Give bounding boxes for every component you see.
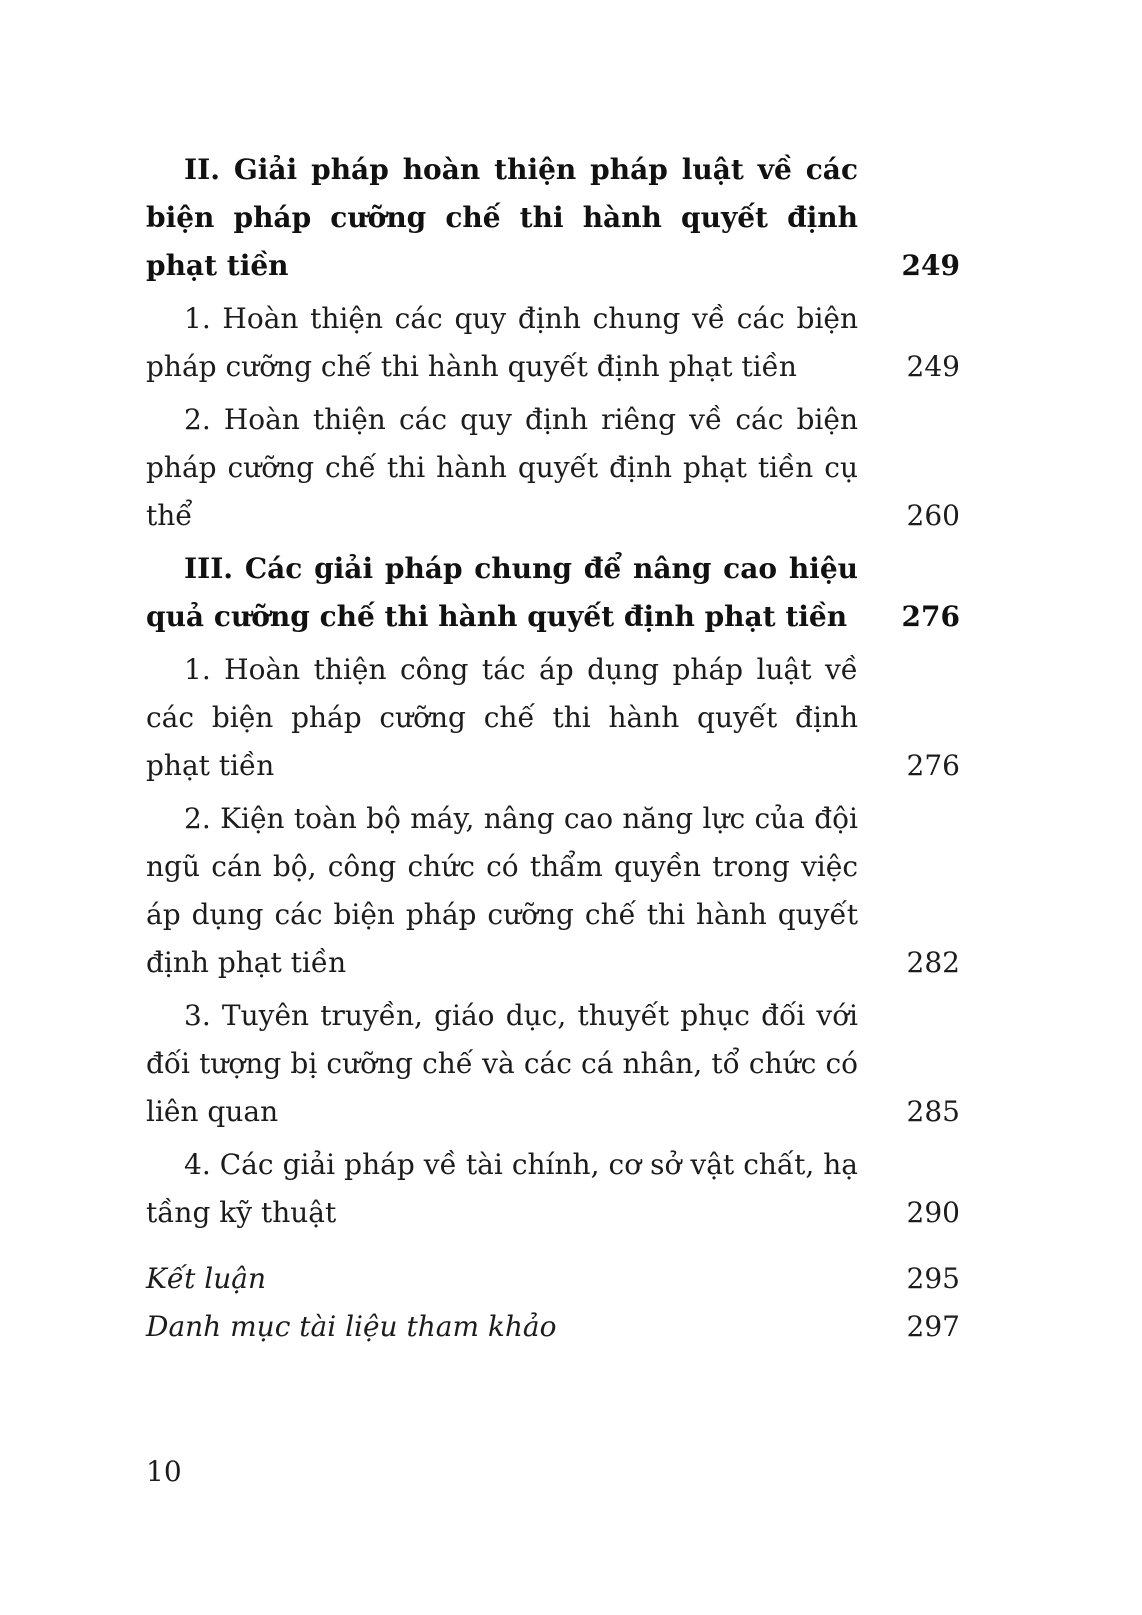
toc-entry — [146, 396, 960, 540]
toc-entry-pagenum: 285 — [906, 1095, 960, 1128]
toc-entry-title: 3. Tuyên truyền, giáo dục, thuyết phục đối với đối tượng bị cưỡng chế và các cá nhân, tổ chức có liên quan — [146, 999, 858, 1128]
toc-entry-pagenum: 276 — [901, 600, 960, 633]
table-of-contents — [146, 146, 960, 1351]
toc-entry-pagenum: 295 — [906, 1262, 960, 1295]
toc-entry-title: Kết luận — [146, 1262, 267, 1295]
toc-entry-pagenum: 297 — [906, 1310, 960, 1343]
toc-entry-pagenum: 282 — [906, 946, 960, 979]
toc-entry-title: II. Giải pháp hoàn thiện pháp luật về các biện pháp cưỡng chế thi hành quyết định phạt tiền — [146, 153, 858, 282]
toc-entry-title: 2. Kiện toàn bộ máy, nâng cao năng lực của đội ngũ cán bộ, công chức có thẩm quyền trong việc áp dụng các biện pháp cưỡng chế thi hành quyết định phạt tiền — [146, 802, 858, 979]
toc-entry — [146, 146, 960, 290]
toc-entry-pagenum: 249 — [906, 350, 960, 383]
toc-entry — [146, 1303, 960, 1351]
toc-entry — [146, 795, 960, 987]
toc-entry — [146, 1255, 960, 1303]
toc-entry-title: 1. Hoàn thiện các quy định chung về các biện pháp cưỡng chế thi hành quyết định phạt tiền — [146, 302, 858, 383]
toc-entry — [146, 1141, 960, 1237]
toc-entry-title: 4. Các giải pháp về tài chính, cơ sở vật chất, hạ tầng kỹ thuật — [146, 1148, 858, 1229]
toc-entry-title: 2. Hoàn thiện các quy định riêng về các biện pháp cưỡng chế thi hành quyết định phạt tiền cụ thể — [146, 403, 858, 532]
page-number: 10 — [146, 1455, 182, 1488]
toc-entry — [146, 992, 960, 1136]
toc-entry-pagenum: 249 — [901, 249, 960, 282]
toc-entry-title: III. Các giải pháp chung để nâng cao hiệu quả cưỡng chế thi hành quyết định phạt tiền — [146, 552, 858, 633]
toc-entry — [146, 646, 960, 790]
toc-entry-title: 1. Hoàn thiện công tác áp dụng pháp luật về các biện pháp cưỡng chế thi hành quyết định phạt tiền — [146, 653, 858, 782]
toc-entry — [146, 545, 960, 641]
toc-entry — [146, 295, 960, 391]
toc-entry-pagenum: 290 — [906, 1196, 960, 1229]
toc-entry-pagenum: 260 — [906, 499, 960, 532]
toc-entry-title: Danh mục tài liệu tham khảo — [146, 1310, 557, 1343]
toc-entry-pagenum: 276 — [906, 749, 960, 782]
